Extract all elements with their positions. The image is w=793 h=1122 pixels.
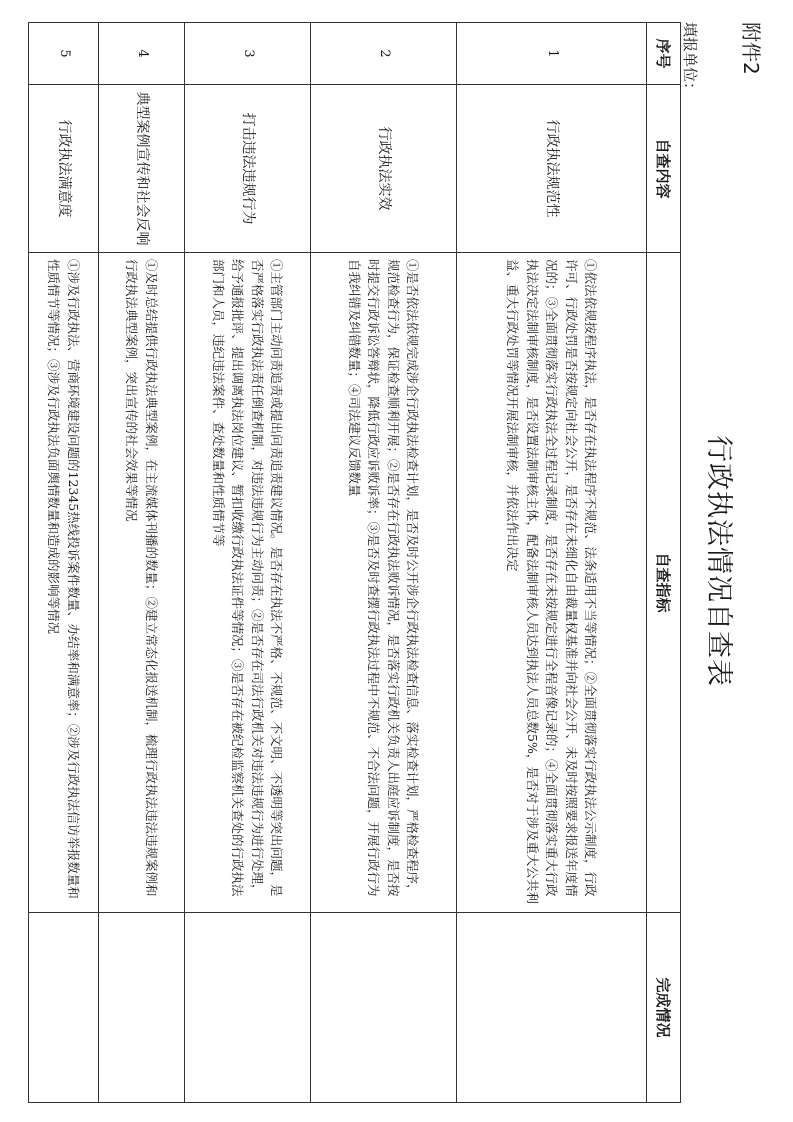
- row-status: [29, 913, 99, 1103]
- row-status: [99, 913, 185, 1103]
- header-indicator: 自查指标: [647, 253, 681, 913]
- header-no: 序号: [647, 23, 681, 85]
- row-no: 1: [457, 23, 647, 85]
- row-no: 3: [185, 23, 311, 85]
- row-content: 打击违法违规行为: [185, 85, 311, 253]
- header-status: 完成情况: [647, 913, 681, 1103]
- page-title: 行政执法情况自查表: [703, 435, 734, 687]
- row-status: [457, 913, 647, 1103]
- table-row: [29, 23, 99, 1103]
- filler-unit-label: 填报单位：: [681, 22, 699, 98]
- table-row: [99, 23, 185, 1103]
- table-row: [311, 23, 457, 1103]
- row-content: 行政执法实效: [311, 85, 457, 253]
- header-content: 自查内容: [647, 85, 681, 253]
- row-no: 4: [99, 23, 185, 85]
- table-row: [457, 23, 647, 1103]
- row-indicator: ①依法依规按程序执法，是否存在执法程序不规范、法条适用不当等情况；②全面贯彻落实行政执法公示制度，行政许可、行政处罚是否按规定向社会公开，是否存在未细化自由裁量权基准并向社会公开、未及时按照要求报送年度情况的；③全面贯彻落实行政执法全过程记录制度，是否存在未按规定进行全程音像记录的；④全面贯彻落实重大行政执法决定法制审核制度，是否设置法制审核主体，配备法制审核人员达到执法人员总数5%，是否对于涉及重大公共利益、重大行政处罚等情况开展法制审核，并依法作出决定: [457, 253, 647, 913]
- row-no: 2: [311, 23, 457, 85]
- table-row: [185, 23, 311, 1103]
- self-inspection-table: [28, 22, 681, 1103]
- row-status: [185, 913, 311, 1103]
- row-no: 5: [29, 23, 99, 85]
- attachment-label: 附件2: [739, 22, 763, 75]
- table-header-row: [647, 23, 681, 1103]
- row-indicator: ①及时总结提供行政执法典型案例，在主流媒体刊播的数量；②建立常态化报送机制，梳理行政执法违法违规案例和行政执法典型案例，突出宣传的社会效果等情况: [99, 253, 185, 913]
- row-indicator: ①涉及行政执法、营商环境建设问题的12345热线投诉案件数量、办结率和满意率；②涉及行政执法信访举报数量和性质情节等情况；③涉及行政执法负面舆情数量和造成的影响等情况: [29, 253, 99, 913]
- row-indicator: ①主管部门主动问责追责或提出问责追责建议情况。是否存在执法不严格、不规范、不文明、不透明等突出问题，是否严格落实行政执法责任倒查机制，对违法违规行为主动问责；②是否存在司法行政机关对违法违规行为进行处理，给予通报批评、提出调离执法岗位建议、暂扣收缴行政执法证件等情况；③是否存在被纪检监察机关查处的行政执法部门和人员，违纪违法案件、查处数量和性质情节等: [185, 253, 311, 913]
- row-content: 行政执法满意度: [29, 85, 99, 253]
- row-content: 行政执法规范性: [457, 85, 647, 253]
- row-indicator: ①是否依法依规完成涉企行政执法检查计划，是否及时公开涉企行政执法检查信息、落实检查计划，严格检查程序，规范检查行为，保证检查顺利开展；②是否存在行政执法败诉情况，是否落实行政机关负责人出庭应诉制度，是否按时提交行政诉讼答辩状，降低行政应诉败诉率；③是否及时查摆行政执法过程中不规范、不合法问题，开展行政行为自我纠错及纠错数量；④司法建议反馈数量: [311, 253, 457, 913]
- row-status: [311, 913, 457, 1103]
- row-content: 典型案例宣传和社会反响: [99, 85, 185, 253]
